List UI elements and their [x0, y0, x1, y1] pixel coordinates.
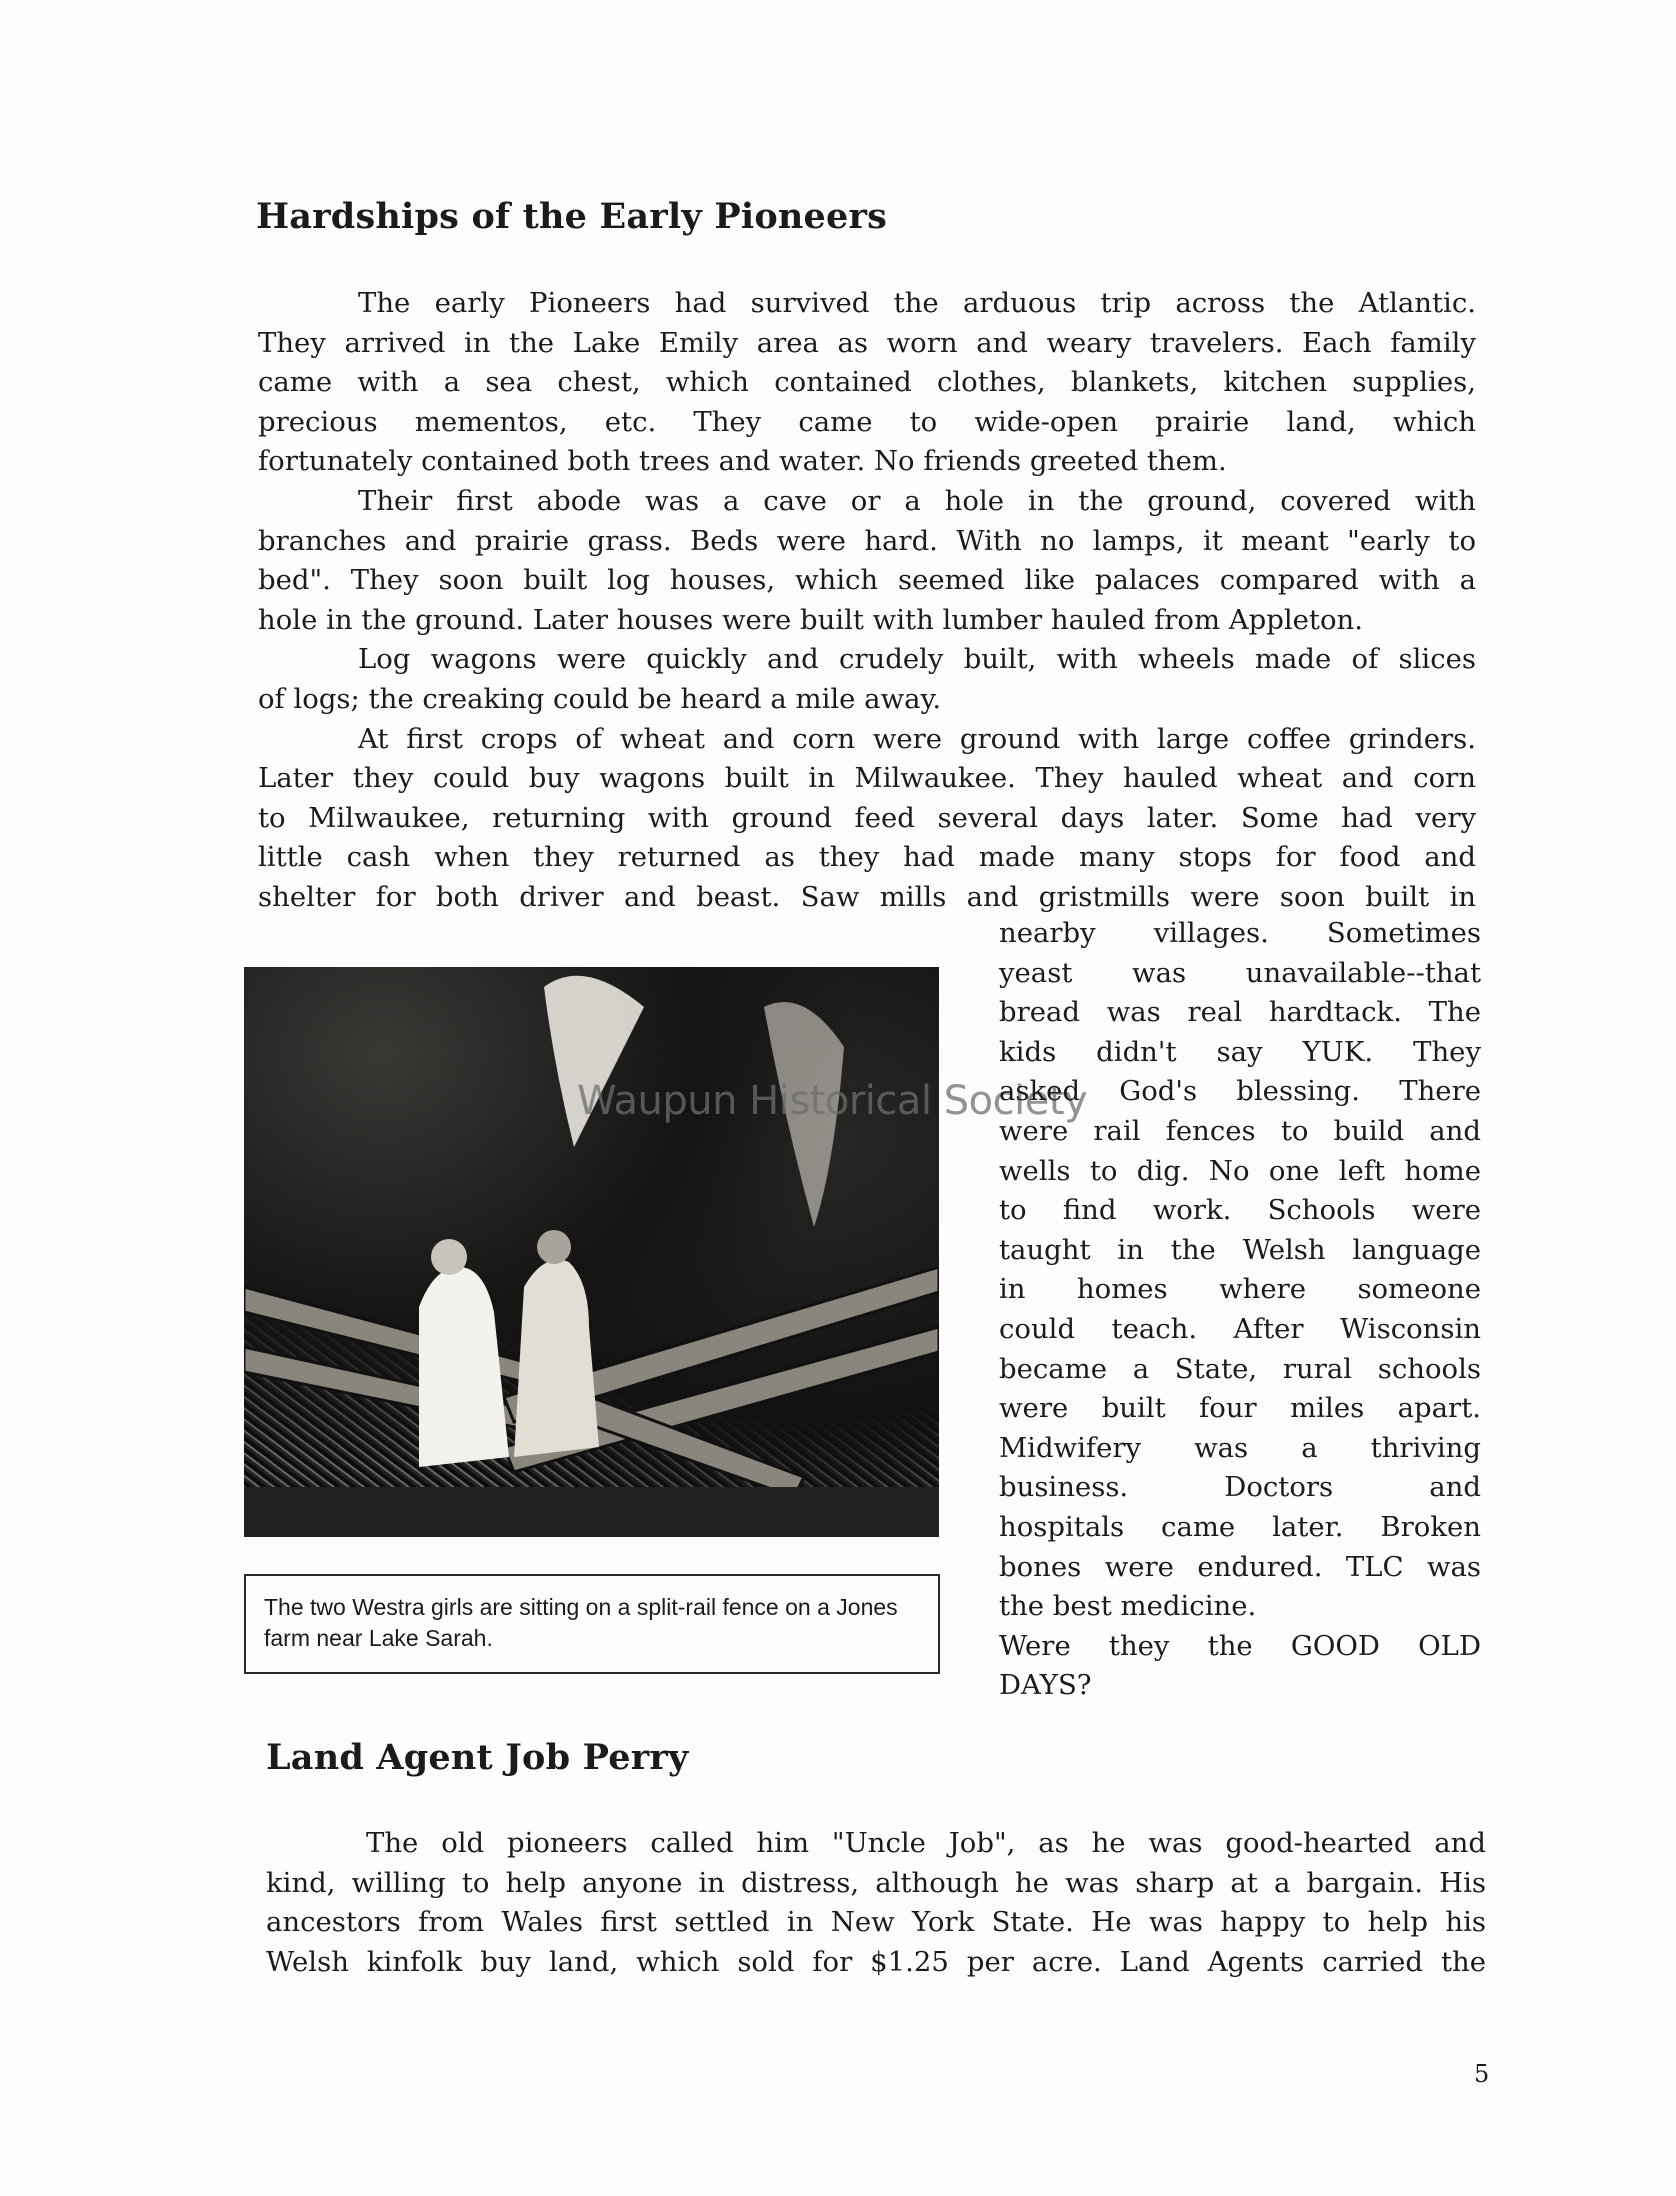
text-line: bones were endured. TLC was	[999, 1550, 1481, 1583]
text-line: wells to dig. No one left home	[999, 1154, 1481, 1187]
text-line: the best medicine.	[999, 1590, 1257, 1623]
text-line: ancestors from Wales first settled in New York State. He was happy to help his	[266, 1906, 1486, 1939]
text-line: shelter for both driver and beast. Saw mills and gristmills were soon built in	[258, 880, 1476, 913]
text-line: hospitals came later. Broken	[999, 1510, 1481, 1543]
text-line: of logs; the creaking could be heard a mile away.	[258, 682, 942, 715]
photo-caption: The two Westra girls are sitting on a split-rail fence on a Jones farm near Lake Sarah.	[264, 1594, 898, 1651]
text-line: branches and prairie grass. Beds were hard. With no lamps, it meant "early to	[258, 524, 1476, 557]
hardships-body-text	[258, 284, 1476, 918]
text-line: The early Pioneers had survived the arduous trip across the Atlantic.	[358, 287, 1476, 319]
photo-caption-box	[244, 1574, 940, 1674]
text-line: Were they the GOOD OLD	[999, 1629, 1481, 1662]
text-line: taught in the Welsh language	[999, 1233, 1481, 1266]
text-line: hole in the ground. Later houses were built with lumber hauled from Appleton.	[258, 603, 1363, 636]
text-line: could teach. After Wisconsin	[999, 1312, 1481, 1345]
text-line: fortunately contained both trees and water. No friends greeted them.	[258, 445, 1227, 478]
text-line: were rail fences to build and	[999, 1114, 1481, 1147]
text-line: to Milwaukee, returning with ground feed several days later. Some had very	[258, 801, 1476, 834]
text-line: They arrived in the Lake Emily area as worn and weary travelers. Each family	[258, 326, 1476, 359]
text-line: The old pioneers called him "Uncle Job", as he was good-hearted and	[366, 1827, 1486, 1859]
hardships-column-text	[999, 914, 1481, 1706]
photo-westra-girls-on-fence	[244, 967, 939, 1537]
text-line: to find work. Schools were	[999, 1194, 1481, 1227]
text-line: Their first abode was a cave or a hole in the ground, covered with	[358, 484, 1476, 517]
text-line: business. Doctors and	[999, 1471, 1481, 1504]
text-line: asked God's blessing. There	[999, 1075, 1481, 1108]
text-line: At first crops of wheat and corn were ground with large coffee grinders.	[358, 722, 1476, 755]
section-title-land-agent: Land Agent Job Perry	[266, 1737, 689, 1778]
text-line: DAYS?	[999, 1669, 1092, 1702]
text-line: in homes where someone	[999, 1273, 1481, 1306]
text-line: nearby villages. Sometimes	[999, 917, 1481, 949]
text-line: bread was real hardtack. The	[999, 996, 1481, 1029]
land-agent-body-text	[266, 1824, 1486, 1982]
text-line: were built four miles apart.	[999, 1392, 1481, 1425]
text-line: Midwifery was a thriving	[999, 1431, 1481, 1464]
text-line: precious mementos, etc. They came to wide-open prairie land, which	[258, 405, 1476, 438]
text-line: came with a sea chest, which contained clothes, blankets, kitchen supplies,	[258, 366, 1476, 399]
text-line: Later they could buy wagons built in Milwaukee. They hauled wheat and corn	[258, 762, 1476, 795]
photo-illustration	[244, 967, 939, 1537]
text-line: Welsh kinfolk buy land, which sold for $1.25 per acre. Land Agents carried the	[266, 1945, 1486, 1978]
text-line: kids didn't say YUK. They	[999, 1035, 1481, 1068]
text-line: bed". They soon built log houses, which seemed like palaces compared with a	[258, 564, 1476, 597]
text-line: kind, willing to help anyone in distress, although he was sharp at a bargain. His	[266, 1866, 1486, 1899]
watermark: Waupun Historical Society	[577, 1078, 1088, 1124]
page-number: 5	[1474, 2060, 1490, 2088]
text-line: became a State, rural schools	[999, 1352, 1481, 1385]
text-line: little cash when they returned as they had made many stops for food and	[258, 841, 1476, 874]
section-title-hardships: Hardships of the Early Pioneers	[256, 196, 888, 237]
text-line: yeast was unavailable--that	[999, 956, 1481, 989]
text-line: Log wagons were quickly and crudely built, with wheels made of slices	[358, 643, 1476, 676]
